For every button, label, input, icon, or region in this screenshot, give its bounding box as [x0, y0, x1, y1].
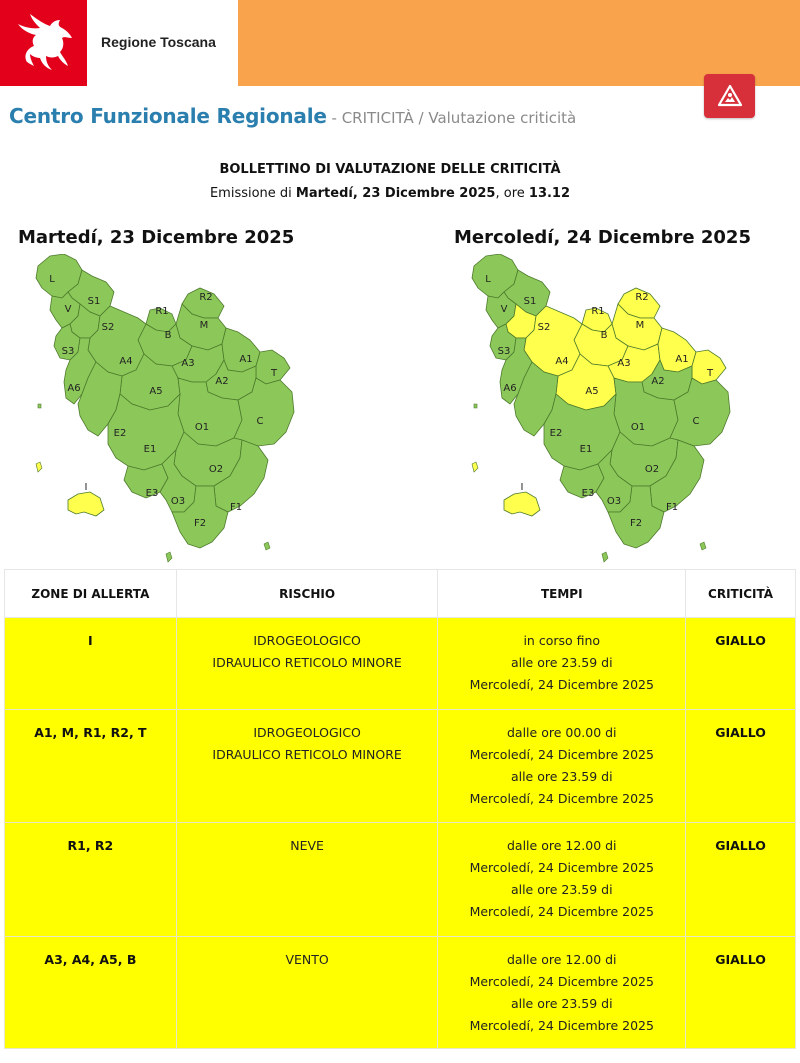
row-risk	[176, 618, 438, 710]
alert-table	[4, 569, 796, 1049]
zone-label-c: C	[692, 416, 700, 427]
bulletin-emission	[0, 186, 780, 201]
zone-label-a5: A5	[585, 386, 599, 397]
emission-mid: , ore	[495, 186, 529, 201]
table-row	[5, 937, 796, 1049]
zone-label-a3: A3	[181, 358, 195, 369]
islet-3	[700, 542, 706, 550]
islet-1	[474, 404, 477, 408]
header-criticality: CRITICITÀ	[686, 570, 796, 618]
time-line: in corso fino	[523, 633, 601, 648]
header-times: TEMPI	[438, 570, 686, 618]
zone-label-i: I	[84, 482, 88, 493]
table-row	[5, 710, 796, 823]
zone-label-c: C	[256, 416, 264, 427]
time-line: Mercoledí, 24 Dicembre 2025	[469, 860, 654, 875]
row-zones: R1, R2	[5, 823, 177, 937]
zone-label-o2: O2	[208, 464, 224, 475]
row-risk	[176, 710, 438, 823]
islet-2	[166, 552, 172, 562]
table-row	[5, 618, 796, 710]
zone-label-l: L	[49, 274, 55, 285]
time-line: Mercoledí, 24 Dicembre 2025	[469, 974, 654, 989]
header-zones: ZONE DI ALLERTA	[5, 570, 177, 618]
row-criticality: GIALLO	[686, 618, 796, 710]
header-risk: RISCHIO	[176, 570, 438, 618]
zone-label-e2: E2	[549, 428, 563, 439]
breadcrumb-separator: -	[326, 109, 342, 127]
zone-label-t: T	[706, 368, 714, 379]
row-zones: A1, M, R1, R2, T	[5, 710, 177, 823]
islet-0	[36, 462, 42, 472]
zone-label-v: V	[64, 304, 72, 315]
zone-label-o2: O2	[644, 464, 660, 475]
zone-label-f1: F1	[665, 502, 679, 513]
zone-label-e1: E1	[143, 444, 157, 455]
breadcrumb[interactable]: CRITICITÀ / Valutazione criticità	[341, 109, 577, 127]
zone-label-f1: F1	[229, 502, 243, 513]
zone-label-s1: S1	[523, 296, 537, 307]
zone-label-b: B	[600, 330, 608, 341]
zone-a1[interactable]	[658, 328, 696, 372]
site-title[interactable]: Centro Funzionale Regionale	[9, 104, 327, 128]
zone-label-e2: E2	[113, 428, 127, 439]
zone-label-s1: S1	[87, 296, 101, 307]
zone-a1[interactable]	[222, 328, 260, 372]
zone-label-a2: A2	[651, 376, 665, 387]
emission-time: 13.12	[528, 186, 571, 201]
time-line: Mercoledí, 24 Dicembre 2025	[469, 1018, 654, 1033]
zone-i[interactable]	[68, 492, 104, 516]
zone-label-a5: A5	[149, 386, 163, 397]
islet-1	[38, 404, 41, 408]
zone-label-s3: S3	[497, 346, 511, 357]
zone-label-a2: A2	[215, 376, 229, 387]
page-title	[9, 104, 576, 128]
row-times	[438, 823, 686, 937]
zone-label-a1: A1	[675, 354, 689, 365]
zone-label-r2: R2	[635, 292, 649, 303]
row-times	[438, 937, 686, 1049]
time-line: Mercoledí, 24 Dicembre 2025	[469, 747, 654, 762]
row-criticality: GIALLO	[686, 710, 796, 823]
zone-label-a6: A6	[67, 383, 81, 394]
region-name: Regione Toscana	[101, 34, 216, 50]
bulletin-title: BOLLETTINO DI VALUTAZIONE DELLE CRITICITÀ	[219, 162, 561, 177]
row-zones: A3, A4, A5, B	[5, 937, 177, 1049]
risk-line: IDROGEOLOGICO	[253, 725, 361, 740]
row-criticality: GIALLO	[686, 823, 796, 937]
risk-line: IDROGEOLOGICO	[253, 633, 361, 648]
risk-line: VENTO	[285, 952, 329, 967]
risk-line: IDRAULICO RETICOLO MINORE	[212, 655, 402, 670]
time-line: dalle ore 12.00 di	[506, 838, 617, 853]
criticality-map-tomorrow	[464, 254, 754, 572]
row-zones: I	[5, 618, 177, 710]
zone-label-t: T	[270, 368, 278, 379]
zone-label-r2: R2	[199, 292, 213, 303]
row-times	[438, 710, 686, 823]
pegasus-logo-icon	[0, 0, 87, 86]
zone-label-o1: O1	[630, 422, 646, 433]
time-line: dalle ore 12.00 di	[506, 952, 617, 967]
risk-line: NEVE	[290, 838, 324, 853]
map-title-tomorrow: Mercoledí, 24 Dicembre 2025	[454, 227, 751, 248]
map-title-today: Martedí, 23 Dicembre 2025	[18, 227, 295, 248]
zone-label-v: V	[500, 304, 508, 315]
emission-date: Martedí, 23 Dicembre 2025	[295, 186, 496, 201]
zone-label-i: I	[520, 482, 524, 493]
warning-triangle-icon	[718, 84, 742, 108]
row-risk	[176, 823, 438, 937]
zone-label-a1: A1	[239, 354, 253, 365]
zone-label-a4: A4	[555, 356, 569, 367]
row-times	[438, 618, 686, 710]
time-line: Mercoledí, 24 Dicembre 2025	[469, 677, 654, 692]
zone-label-r1: R1	[591, 306, 605, 317]
zone-label-e3: E3	[581, 488, 595, 499]
time-line: dalle ore 00.00 di	[506, 725, 617, 740]
time-line: Mercoledí, 24 Dicembre 2025	[469, 904, 654, 919]
zone-label-a6: A6	[503, 383, 517, 394]
zone-label-o3: O3	[606, 496, 622, 507]
zone-label-e1: E1	[579, 444, 593, 455]
zone-label-s2: S2	[537, 322, 551, 333]
time-line: alle ore 23.59 di	[510, 769, 613, 784]
region-logo[interactable]	[0, 0, 238, 86]
emission-prefix: Emissione di	[209, 186, 296, 201]
time-line: alle ore 23.59 di	[510, 882, 613, 897]
table-header-row	[5, 570, 796, 618]
zone-label-e3: E3	[145, 488, 159, 499]
zone-label-s2: S2	[101, 322, 115, 333]
islet-3	[264, 542, 270, 550]
criticality-map-today	[28, 254, 318, 572]
zone-label-f2: F2	[193, 518, 207, 529]
alert-button[interactable]	[704, 74, 755, 118]
time-line: alle ore 23.59 di	[510, 996, 613, 1011]
zone-label-s3: S3	[61, 346, 75, 357]
time-line: alle ore 23.59 di	[510, 655, 613, 670]
zone-label-r1: R1	[155, 306, 169, 317]
zone-label-f2: F2	[629, 518, 643, 529]
time-line: Mercoledí, 24 Dicembre 2025	[469, 791, 654, 806]
zone-label-o3: O3	[170, 496, 186, 507]
zone-label-b: B	[164, 330, 172, 341]
zone-label-o1: O1	[194, 422, 210, 433]
zone-label-a4: A4	[119, 356, 133, 367]
zone-label-l: L	[485, 274, 491, 285]
islet-2	[602, 552, 608, 562]
zone-i[interactable]	[504, 492, 540, 516]
zone-label-m: M	[199, 320, 209, 331]
row-criticality: GIALLO	[686, 937, 796, 1049]
row-risk	[176, 937, 438, 1049]
table-row	[5, 823, 796, 937]
risk-line: IDRAULICO RETICOLO MINORE	[212, 747, 402, 762]
zone-label-m: M	[635, 320, 645, 331]
islet-0	[472, 462, 478, 472]
zone-label-a3: A3	[617, 358, 631, 369]
